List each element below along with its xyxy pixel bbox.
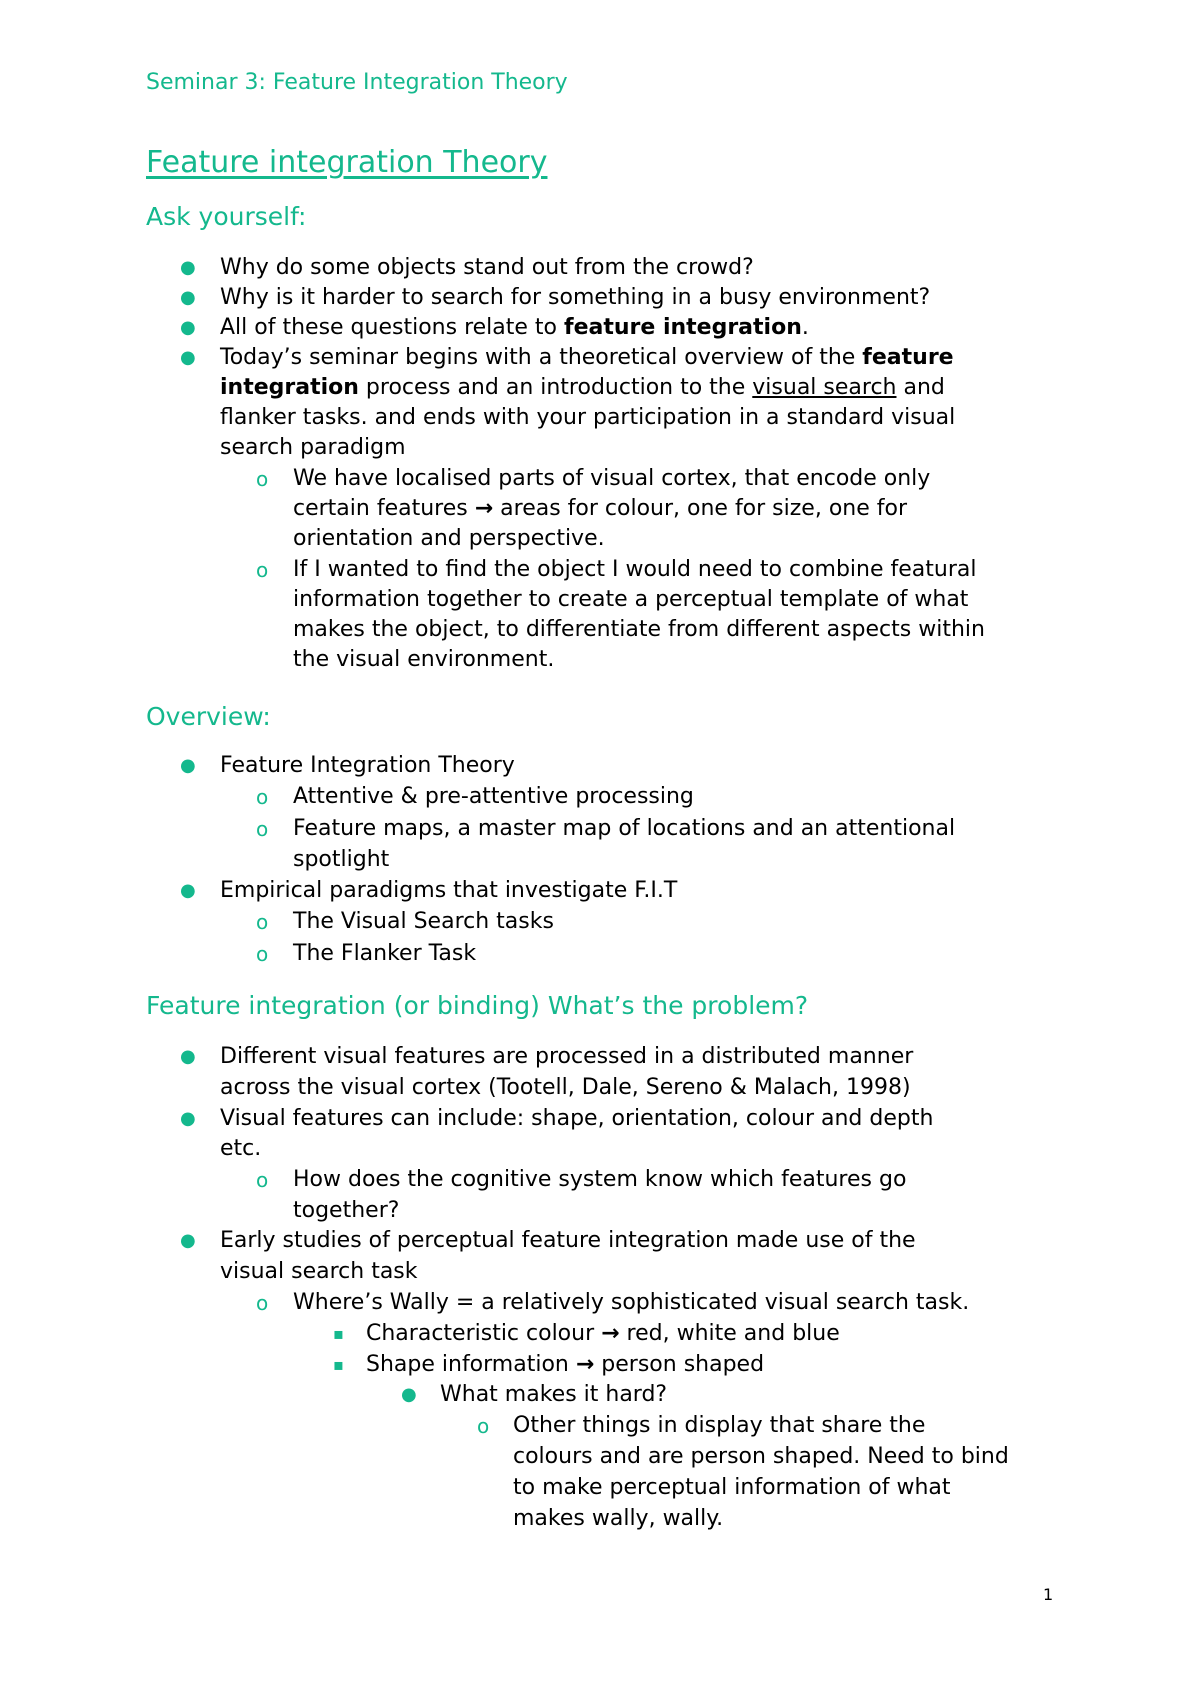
page-number: 1 bbox=[1043, 1585, 1054, 1604]
list-item: Visual features can include: shape, orientation, colour and depth bbox=[220, 1106, 934, 1131]
list-item-continuation: integration process and an introduction to the visual search and bbox=[220, 375, 945, 400]
circle-bullet-icon: o bbox=[256, 817, 269, 841]
sub-sub-list-item: Characteristic colour → red, white and blue bbox=[366, 1321, 840, 1346]
arrow-icon: → bbox=[575, 1352, 595, 1377]
list-item-continuation: visual search task bbox=[220, 1259, 418, 1284]
sub-list-item-continuation: together? bbox=[293, 1198, 400, 1223]
level5-list-item-continuation: makes wally, wally. bbox=[513, 1506, 724, 1531]
sub-list-item-continuation: information together to create a perceptual template of what bbox=[293, 587, 969, 612]
list-item: Why is it harder to search for something in a busy environment? bbox=[220, 285, 931, 310]
sub-list-item: The Flanker Task bbox=[293, 941, 477, 966]
sub-sub-list-item: Shape information → person shaped bbox=[366, 1352, 765, 1377]
circle-bullet-icon: o bbox=[256, 1291, 269, 1315]
sub-list-item: How does the cognitive system know which features go bbox=[293, 1167, 907, 1192]
heading-feature-integration-problem: Feature integration (or binding) What’s the problem? bbox=[146, 991, 809, 1020]
level5-list-item: Other things in display that share the bbox=[513, 1413, 926, 1438]
circle-bullet-icon: o bbox=[256, 942, 269, 966]
square-bullet-icon: ▪ bbox=[333, 1355, 344, 1374]
bullet-icon: ● bbox=[180, 347, 196, 368]
sub-list-item-continuation: certain features → areas for colour, one for size, one for bbox=[293, 496, 908, 521]
square-bullet-icon: ▪ bbox=[333, 1324, 344, 1343]
sub-list-item-continuation: the visual environment. bbox=[293, 647, 555, 672]
list-item: Different visual features are processed in a distributed manner bbox=[220, 1044, 914, 1069]
circle-bullet-icon: o bbox=[477, 1414, 490, 1438]
list-item: Today’s seminar begins with a theoretical overview of the feature bbox=[220, 345, 954, 370]
arrow-icon: → bbox=[601, 1321, 620, 1346]
sub-list-item: We have localised parts of visual cortex, that encode only bbox=[293, 466, 931, 491]
circle-bullet-icon: o bbox=[256, 785, 269, 809]
arrow-icon: → bbox=[474, 496, 494, 521]
circle-bullet-icon: o bbox=[256, 1168, 269, 1192]
sub-list-item: The Visual Search tasks bbox=[293, 909, 554, 934]
list-item-continuation: etc. bbox=[220, 1136, 262, 1161]
bullet-icon: ● bbox=[180, 880, 196, 901]
list-item: Why do some objects stand out from the crowd? bbox=[220, 255, 754, 280]
bullet-icon: ● bbox=[180, 317, 196, 338]
sub-list-item: Feature maps, a master map of locations and an attentional bbox=[293, 816, 956, 841]
list-item-continuation: across the visual cortex (Tootell, Dale, Sereno & Malach, 1998) bbox=[220, 1075, 911, 1100]
sub-list-item-continuation: spotlight bbox=[293, 847, 390, 872]
circle-bullet-icon: o bbox=[256, 558, 269, 582]
heading-overview: Overview: bbox=[146, 702, 271, 731]
bullet-icon: ● bbox=[180, 257, 196, 278]
bullet-icon: ● bbox=[180, 1046, 196, 1067]
list-item: Feature Integration Theory bbox=[220, 753, 515, 778]
heading-ask-yourself: Ask yourself: bbox=[146, 202, 307, 231]
list-item: Empirical paradigms that investigate F.I.T bbox=[220, 878, 678, 903]
level5-list-item-continuation: colours and are person shaped. Need to bind bbox=[513, 1444, 1009, 1469]
sub-list-item-continuation: orientation and perspective. bbox=[293, 526, 605, 551]
bullet-icon: ● bbox=[180, 1230, 196, 1251]
sub-list-item-continuation: makes the object, to differentiate from different aspects within bbox=[293, 617, 985, 642]
bullet-icon: ● bbox=[180, 1108, 196, 1129]
level4-list-item: What makes it hard? bbox=[440, 1382, 668, 1407]
circle-bullet-icon: o bbox=[256, 467, 269, 491]
list-item-continuation: search paradigm bbox=[220, 435, 406, 460]
list-item-continuation: flanker tasks. and ends with your participation in a standard visual bbox=[220, 405, 956, 430]
document-title: Feature integration Theory bbox=[146, 145, 548, 180]
page-header: Seminar 3: Feature Integration Theory bbox=[146, 70, 568, 95]
level5-list-item-continuation: to make perceptual information of what bbox=[513, 1475, 951, 1500]
list-item: Early studies of perceptual feature integration made use of the bbox=[220, 1228, 916, 1253]
list-item: All of these questions relate to feature integration. bbox=[220, 315, 809, 340]
sub-list-item: Attentive & pre-attentive processing bbox=[293, 784, 694, 809]
bullet-icon: ● bbox=[401, 1384, 417, 1405]
sub-list-item: If I wanted to find the object I would need to combine featural bbox=[293, 557, 977, 582]
bullet-icon: ● bbox=[180, 287, 196, 308]
circle-bullet-icon: o bbox=[256, 910, 269, 934]
bullet-icon: ● bbox=[180, 755, 196, 776]
sub-list-item: Where’s Wally = a relatively sophisticated visual search task. bbox=[293, 1290, 970, 1315]
